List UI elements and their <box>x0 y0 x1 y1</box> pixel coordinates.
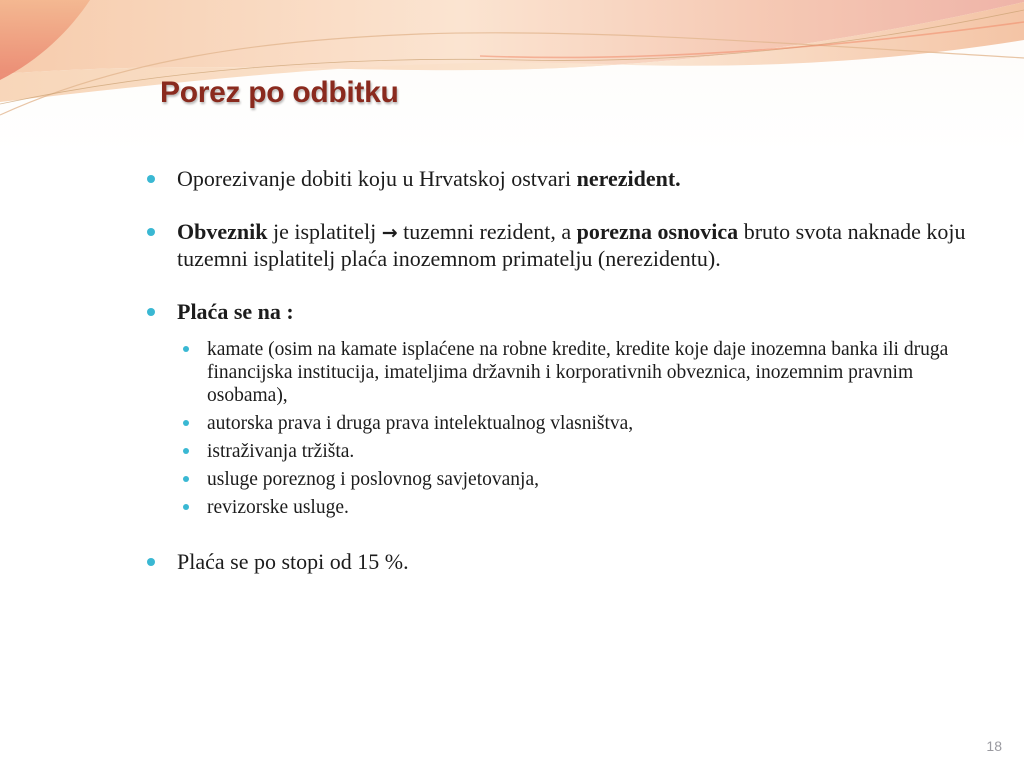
bullet-text: bruto svota naknade koju tuzemni isplatitelj plaća inozemnom primatelju (nerezidentu). <box>177 219 966 271</box>
sub-bullet-item <box>147 496 977 519</box>
bullet-item-nerezident <box>147 166 977 191</box>
bullet-icon <box>147 558 155 566</box>
bullet-text: Oporezivanje dobiti koju u Hrvatskoj ostvari <box>177 166 577 191</box>
bullet-icon <box>147 228 155 236</box>
sub-bullet-item <box>147 468 977 491</box>
sub-bullet-text: autorska prava i druga prava intelektualnog vlasništva, <box>207 413 634 434</box>
slide-content <box>147 166 977 602</box>
sub-bullet-text: usluge poreznog i poslovnog savjetovanja, <box>207 469 539 490</box>
slide-title: Porez po odbitku <box>160 76 399 109</box>
bullet-icon <box>147 175 155 183</box>
bullet-text: Plaća se po stopi od 15 %. <box>177 549 409 574</box>
bullet-bold-text: nerezident. <box>576 166 681 191</box>
sub-bullet-text: istraživanja tržišta. <box>207 441 355 462</box>
bullet-text: je isplatitelj <box>267 219 382 244</box>
sub-bullet-text: revizorske usluge. <box>207 497 349 518</box>
bullet-icon <box>147 308 155 316</box>
bullet-text: tuzemni rezident, a <box>397 219 577 244</box>
bullet-bold-text: Plaća se na : <box>177 299 294 324</box>
bullet-item-stopa <box>147 549 977 574</box>
sub-bullet-item <box>147 440 977 463</box>
page-number: 18 <box>986 738 1002 754</box>
bullet-bold-text: porezna osnovica <box>576 219 739 244</box>
sub-bullet-item <box>147 412 977 435</box>
sub-bullet-icon <box>183 346 189 352</box>
sub-bullet-icon <box>183 476 189 482</box>
bullet-bold-text: Obveznik <box>177 219 268 244</box>
sub-bullet-icon <box>183 420 189 426</box>
bullet-item-placa-se-na <box>147 299 977 324</box>
sub-bullet-icon <box>183 504 189 510</box>
bullet-item-obveznik <box>147 219 977 271</box>
right-arrow-icon: → <box>381 222 398 244</box>
header-swoosh-decoration <box>0 0 1024 140</box>
sub-bullet-item <box>147 338 977 407</box>
sub-bullet-list <box>147 338 977 519</box>
sub-bullet-text: kamate (osim na kamate isplaćene na robne kredite, kredite koje daje inozemna banka ili druga financijska institucija, imateljima državnih i korporativnih obveznica, inozemnim pravnim osobama), <box>207 339 949 406</box>
sub-bullet-icon <box>183 448 189 454</box>
